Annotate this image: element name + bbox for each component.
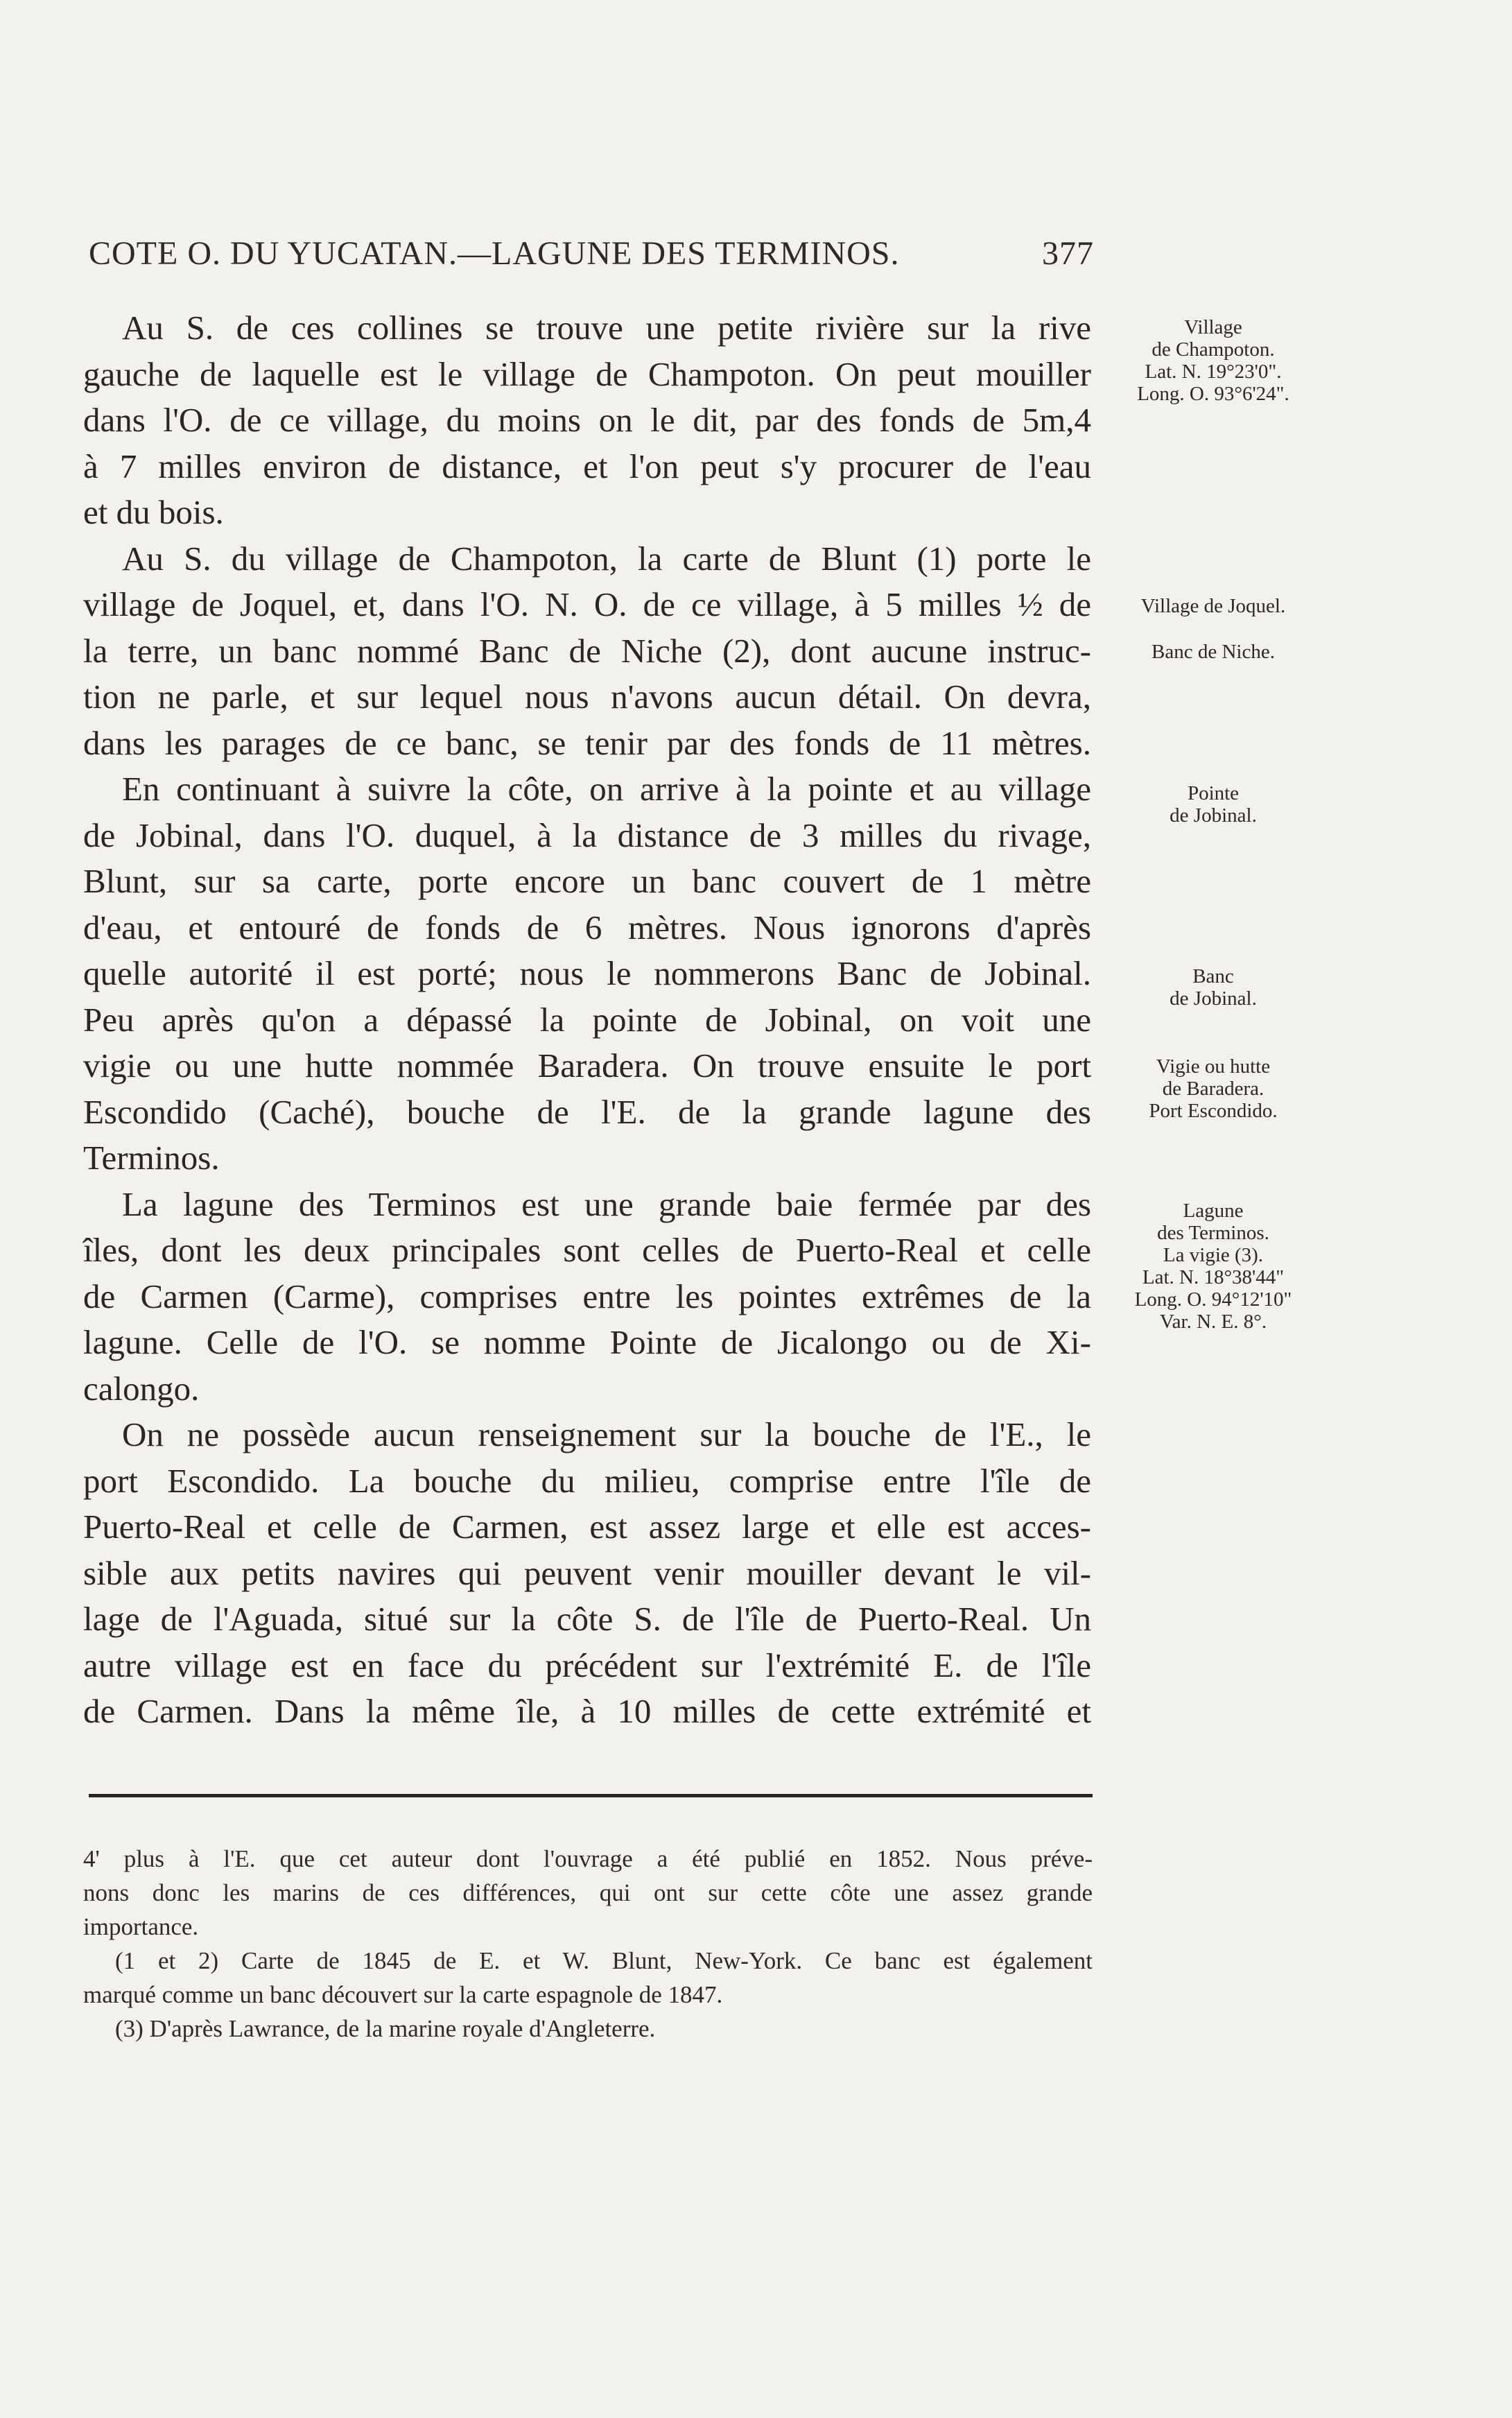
text-line: dans les parages de ce banc, se tenir par des fonds de 11 mètres. (83, 723, 1091, 762)
text-line: dans l'O. de ce village, du moins on le dit, par des fonds de 5m,4 (83, 401, 1091, 439)
margin-note-line: Long. O. 94°12'10" (1134, 1288, 1292, 1311)
footnote-line: (3) D'après Lawrance, de la marine royale d'Angleterre. (115, 2015, 656, 2042)
margin-note-line: Lat. N. 18°38'44" (1142, 1266, 1285, 1288)
page-number: 377 (1042, 235, 1094, 272)
margin-note-champoton (1102, 316, 1324, 405)
text-line: de Jobinal, dans l'O. duquel, à la distance de 3 milles du rivage, (83, 815, 1091, 854)
margin-note-banc-de-jobinal (1102, 965, 1324, 1010)
running-head-title: COTE O. DU YUCATAN.—LAGUNE DES TERMINOS. (89, 235, 900, 272)
margin-note-line: Lagune (1183, 1200, 1244, 1222)
margin-note-line: de Baradera. (1162, 1078, 1265, 1100)
margin-note-line: de Jobinal. (1170, 987, 1257, 1010)
text-line: lagune. Celle de l'O. se nomme Pointe de Jicalongo ou de Xi- (83, 1323, 1091, 1361)
text-line: îles, dont les deux principales sont celles de Puerto-Real et celle (83, 1231, 1091, 1269)
footnote-rule (89, 1794, 1093, 1797)
text-line: Peu après qu'on a dépassé la pointe de Jobinal, on voit une (83, 1000, 1091, 1039)
margin-note-line: La vigie (3). (1163, 1244, 1264, 1266)
text-line: La lagune des Terminos est une grande baie fermée par des (122, 1184, 1091, 1223)
margin-note-line: Lat. N. 19°23'0". (1145, 361, 1282, 383)
footnotes (83, 1842, 1093, 2046)
text-line: et du bois. (83, 493, 224, 531)
text-line: lage de l'Aguada, situé sur la côte S. de l'île de Puerto-Real. Un (83, 1600, 1091, 1638)
text-line: On ne possède aucun renseignement sur la bouche de l'E., le (122, 1415, 1091, 1453)
margin-note-line: Village de Joquel. (1140, 595, 1286, 617)
text-line: Terminos. (83, 1139, 220, 1177)
margin-note-joquel (1102, 595, 1324, 617)
margin-note-pointe-de-jobinal (1102, 782, 1324, 827)
margin-note-baradera (1102, 1055, 1324, 1122)
paragraph (83, 766, 1091, 1182)
margin-note-line: Var. N. E. 8°. (1159, 1311, 1267, 1333)
text-line: d'eau, et entouré de fonds de 6 mètres. Nous ignorons d'après (83, 908, 1091, 947)
text-line: Escondido (Caché), bouche de l'E. de la grande lagune des (83, 1092, 1091, 1131)
text-line: tion ne parle, et sur lequel nous n'avons aucun détail. On devra, (83, 677, 1091, 716)
text-line: port Escondido. La bouche du milieu, comprise entre l'île de (83, 1461, 1091, 1500)
text-line: Au S. de ces collines se trouve une petite rivière sur la rive (122, 309, 1091, 347)
margin-note-line: Banc (1192, 965, 1234, 987)
margin-note-line: Village (1184, 316, 1242, 338)
margin-note-lagune (1102, 1200, 1324, 1333)
paragraph (83, 1412, 1091, 1735)
text-line: de Carmen. Dans la même île, à 10 milles de cette extrémité et (83, 1692, 1091, 1730)
margin-note-line: de Champoton. (1152, 338, 1275, 361)
text-line: quelle autorité il est porté; nous le nommerons Banc de Jobinal. (83, 954, 1091, 992)
text-line: Au S. du village de Champoton, la carte de Blunt (1) porte le (122, 539, 1091, 578)
footnote-line: importance. (83, 1913, 199, 1940)
paragraph (83, 536, 1091, 767)
text-line: Puerto-Real et celle de Carmen, est assez large et elle est acces- (83, 1508, 1091, 1546)
margin-note-line: Banc de Niche. (1152, 641, 1275, 663)
text-line: Blunt, sur sa carte, porte encore un banc couvert de 1 mètre (83, 862, 1091, 900)
margin-note-banc-de-niche (1102, 641, 1324, 663)
text-line: calongo. (83, 1369, 200, 1408)
margin-note-line: Long. O. 93°6'24". (1137, 383, 1289, 405)
running-head (89, 234, 1094, 273)
margin-note-line: de Jobinal. (1170, 804, 1257, 827)
text-line: sible aux petits navires qui peuvent venir mouiller devant le vil- (83, 1553, 1091, 1592)
text-line: autre village est en face du précédent sur l'extrémité E. de l'île (83, 1646, 1091, 1684)
footnote-line: marqué comme un banc découvert sur la carte espagnole de 1847. (83, 1981, 723, 2008)
body-text (83, 305, 1091, 1735)
margin-note-line: Pointe (1187, 782, 1240, 804)
text-line: gauche de laquelle est le village de Champoton. On peut mouiller (83, 354, 1091, 393)
paragraph (83, 305, 1091, 536)
margin-note-line: Vigie ou hutte (1156, 1055, 1271, 1078)
text-line: à 7 milles environ de distance, et l'on peut s'y procurer de l'eau (83, 447, 1091, 485)
text-line: la terre, un banc nommé Banc de Niche (2), dont aucune instruc- (83, 631, 1091, 670)
footnote-line: (1 et 2) Carte de 1845 de E. et W. Blunt, New-York. Ce banc est également (115, 1947, 1093, 1974)
margin-note-line: Port Escondido. (1149, 1100, 1278, 1122)
text-line: En continuant à suivre la côte, on arrive à la pointe et au village (122, 770, 1091, 808)
text-line: de Carmen (Carme), comprises entre les pointes extrêmes de la (83, 1277, 1091, 1315)
margin-note-line: des Terminos. (1157, 1222, 1269, 1244)
text-line: village de Joquel, et, dans l'O. N. O. de ce village, à 5 milles ½ de (83, 585, 1091, 623)
footnote-line: 4' plus à l'E. que cet auteur dont l'ouvrage a été publié en 1852. Nous préve- (83, 1845, 1093, 1872)
paragraph (83, 1182, 1091, 1413)
text-line: vigie ou une hutte nommée Baradera. On trouve ensuite le port (83, 1046, 1091, 1085)
footnote-line: nons donc les marins de ces différences, qui ont sur cette côte une assez grande (83, 1879, 1093, 1906)
